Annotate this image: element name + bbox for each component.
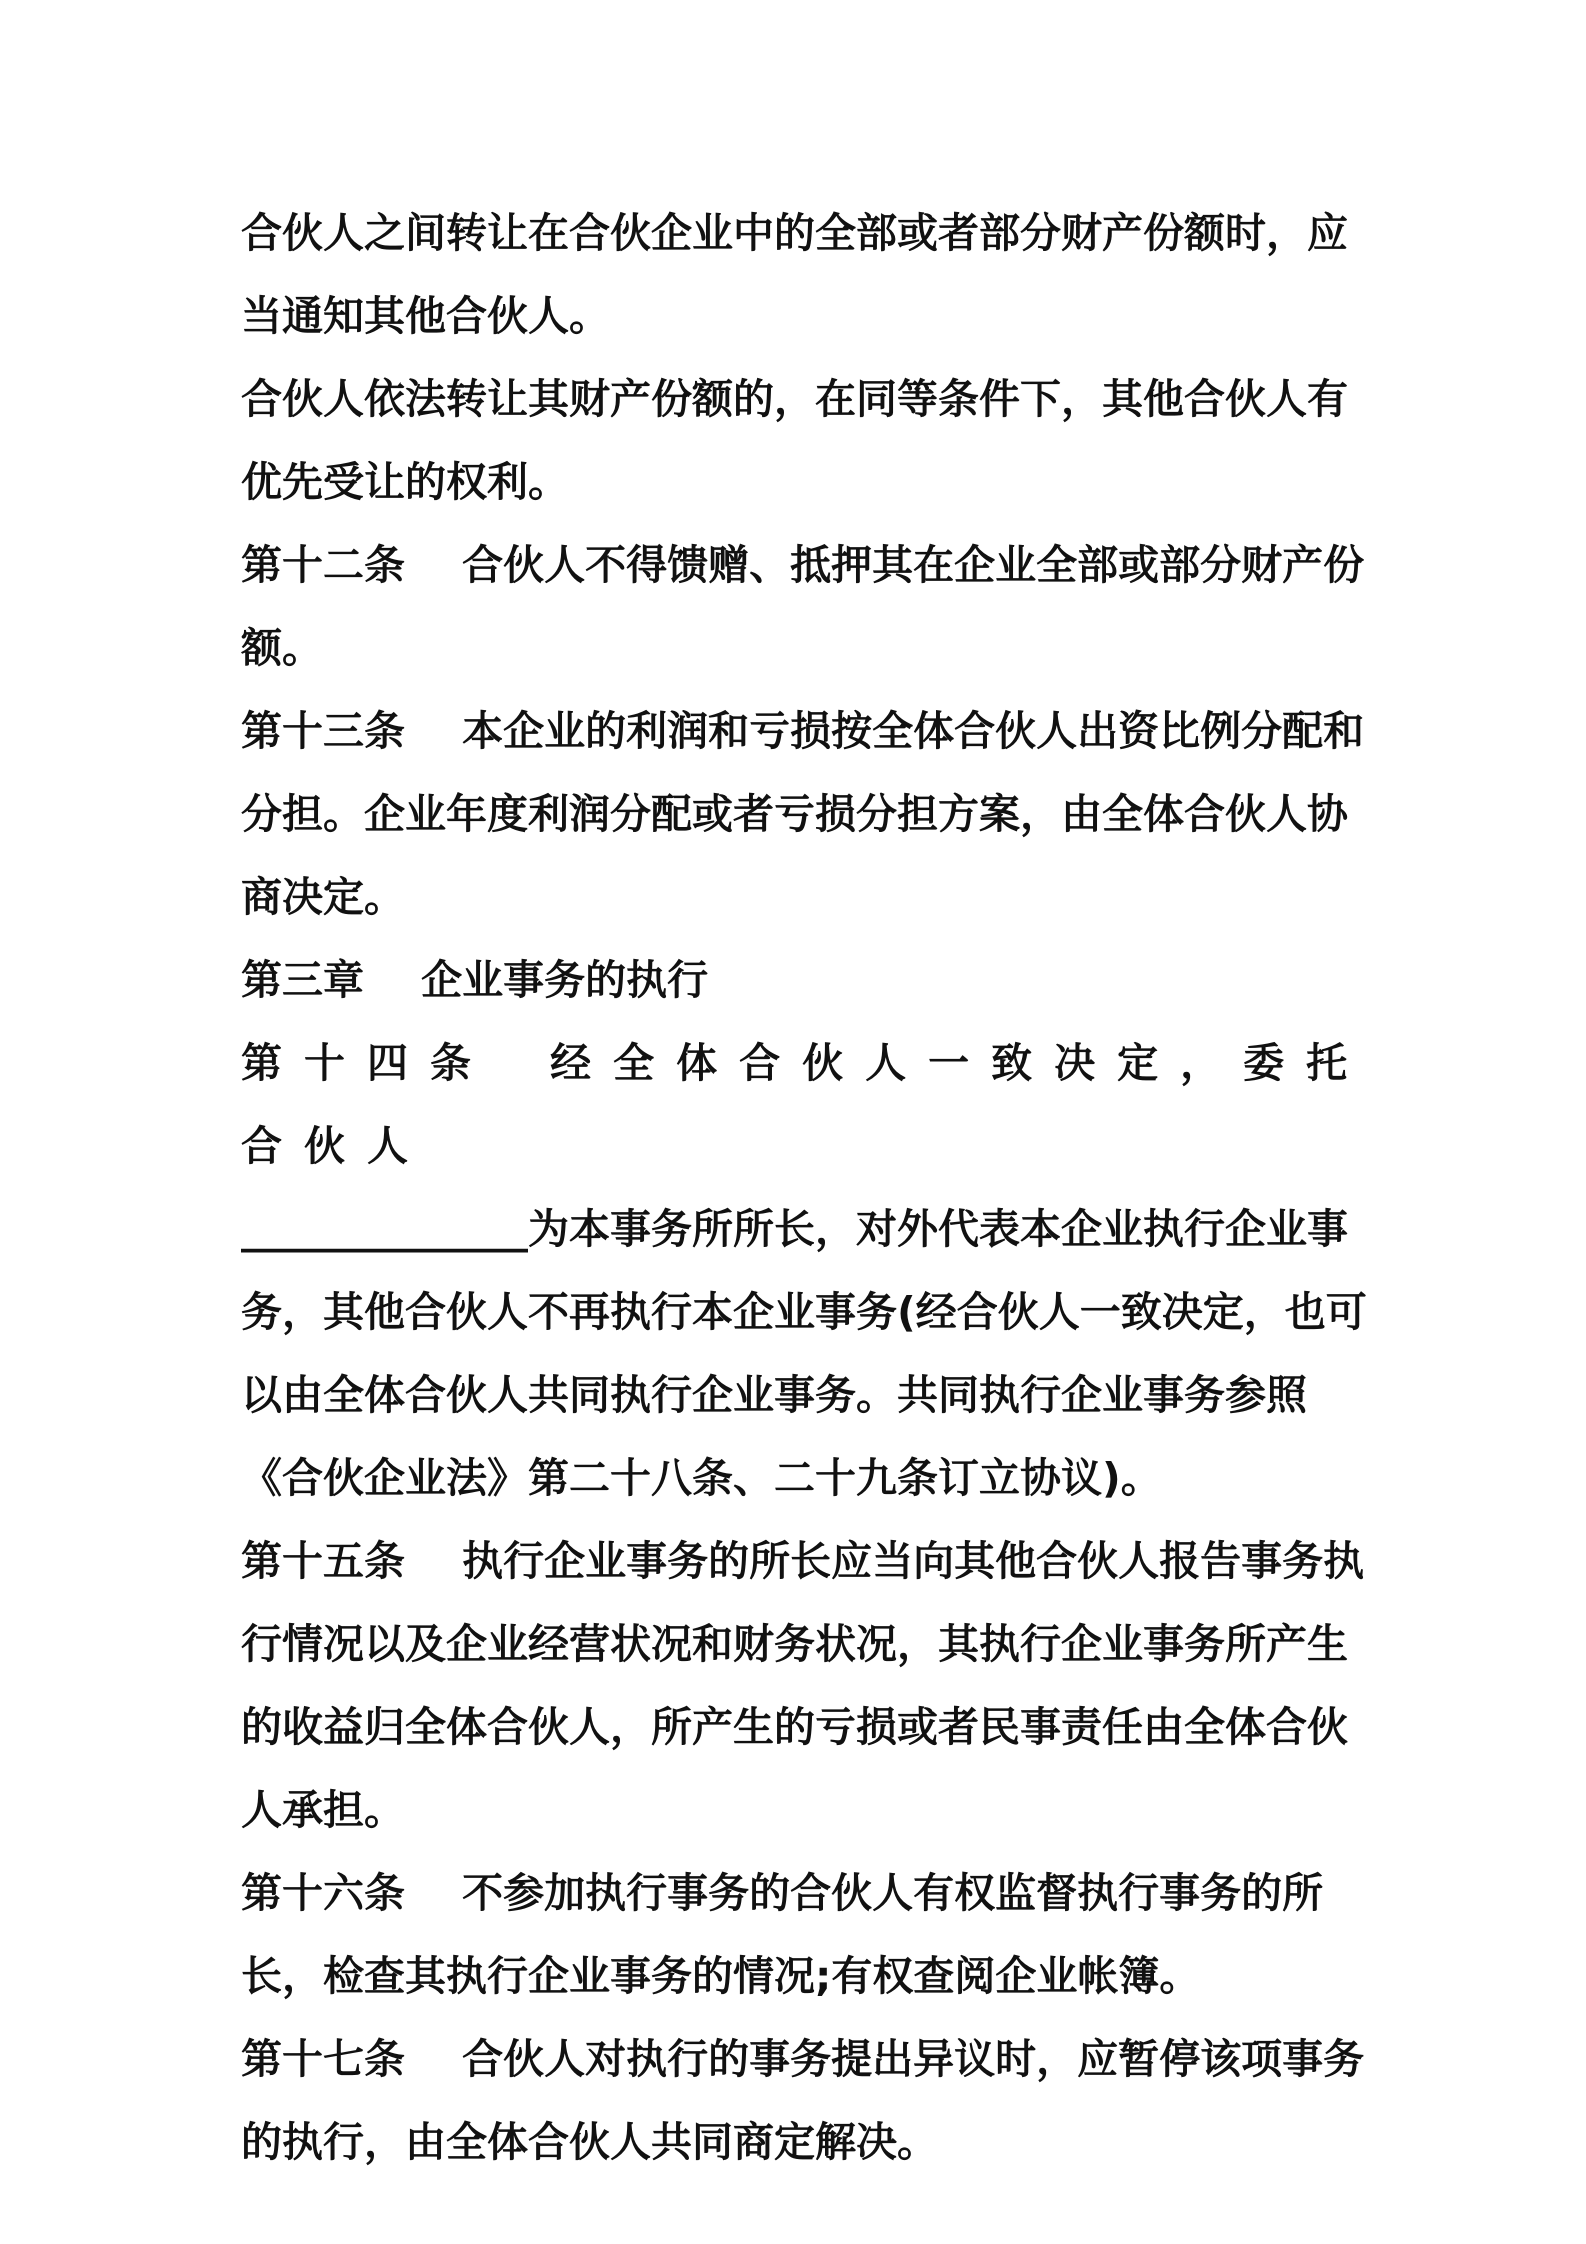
article-text: 合伙人对执行的事务提出异议时，应暂停该项事务的执行，由全体合伙人共同商定解决。 xyxy=(241,2035,1365,2166)
article-text: 执行企业事务的所长应当向其他合伙人报告事务执行情况以及企业经营状况和财务状况，其执行企业事务所产生的收益归全体合伙人，所产生的亏损或者民事责任由全体合伙人承担。 xyxy=(241,1537,1365,1834)
article-text: 本企业的利润和亏损按全体合伙人出资比例分配和分担。企业年度利润分配或者亏损分担方案，由全体合伙人协商决定。 xyxy=(241,707,1365,921)
paragraph-text: 合伙人之间转让在合伙企业中的全部或者部分财产份额时，应当通知其他合伙人。 xyxy=(241,209,1348,340)
chapter-number: 第三章 xyxy=(241,956,364,1004)
document-body xyxy=(241,192,1381,2184)
article-17 xyxy=(241,2018,1381,2184)
article-text-first-line: 经全体合伙人一致决定，委托合伙人 xyxy=(241,1039,1370,1170)
article-text: 合伙人不得馈赠、抵押其在企业全部或部分财产份额。 xyxy=(241,541,1365,672)
article-text: ______________为本事务所所长，对外代表本企业执行企业事务，其他合伙人不再执行本企业事务(经合伙人一致决定，也可以由全体合伙人共同执行企业事务。共同执行企业事务参照《合伙企业法》第二十八条、二十九条订立协议)。 xyxy=(241,1205,1367,1502)
paragraph-preemptive-right xyxy=(241,358,1381,524)
paragraph-transfer-notice xyxy=(241,192,1381,358)
article-number: 第十四条 xyxy=(241,1039,493,1087)
article-number: 第十六条 xyxy=(241,1869,405,1917)
article-12 xyxy=(241,524,1381,690)
article-13 xyxy=(241,690,1381,939)
chapter-title: 企业事务的执行 xyxy=(421,956,709,1004)
article-number: 第十三条 xyxy=(241,707,405,755)
paragraph-text: 合伙人依法转让其财产份额的，在同等条件下，其他合伙人有优先受让的权利。 xyxy=(241,375,1348,506)
article-number: 第十二条 xyxy=(241,541,405,589)
article-number: 第十五条 xyxy=(241,1537,405,1585)
article-text: 不参加执行事务的合伙人有权监督执行事务的所长，检查其执行企业事务的情况;有权查阅企业帐簿。 xyxy=(241,1869,1324,2000)
article-number: 第十七条 xyxy=(241,2035,405,2083)
article-15 xyxy=(241,1520,1381,1852)
article-16 xyxy=(241,1852,1381,2018)
chapter-3-heading xyxy=(241,939,1381,1022)
article-14 xyxy=(241,1022,1381,1520)
